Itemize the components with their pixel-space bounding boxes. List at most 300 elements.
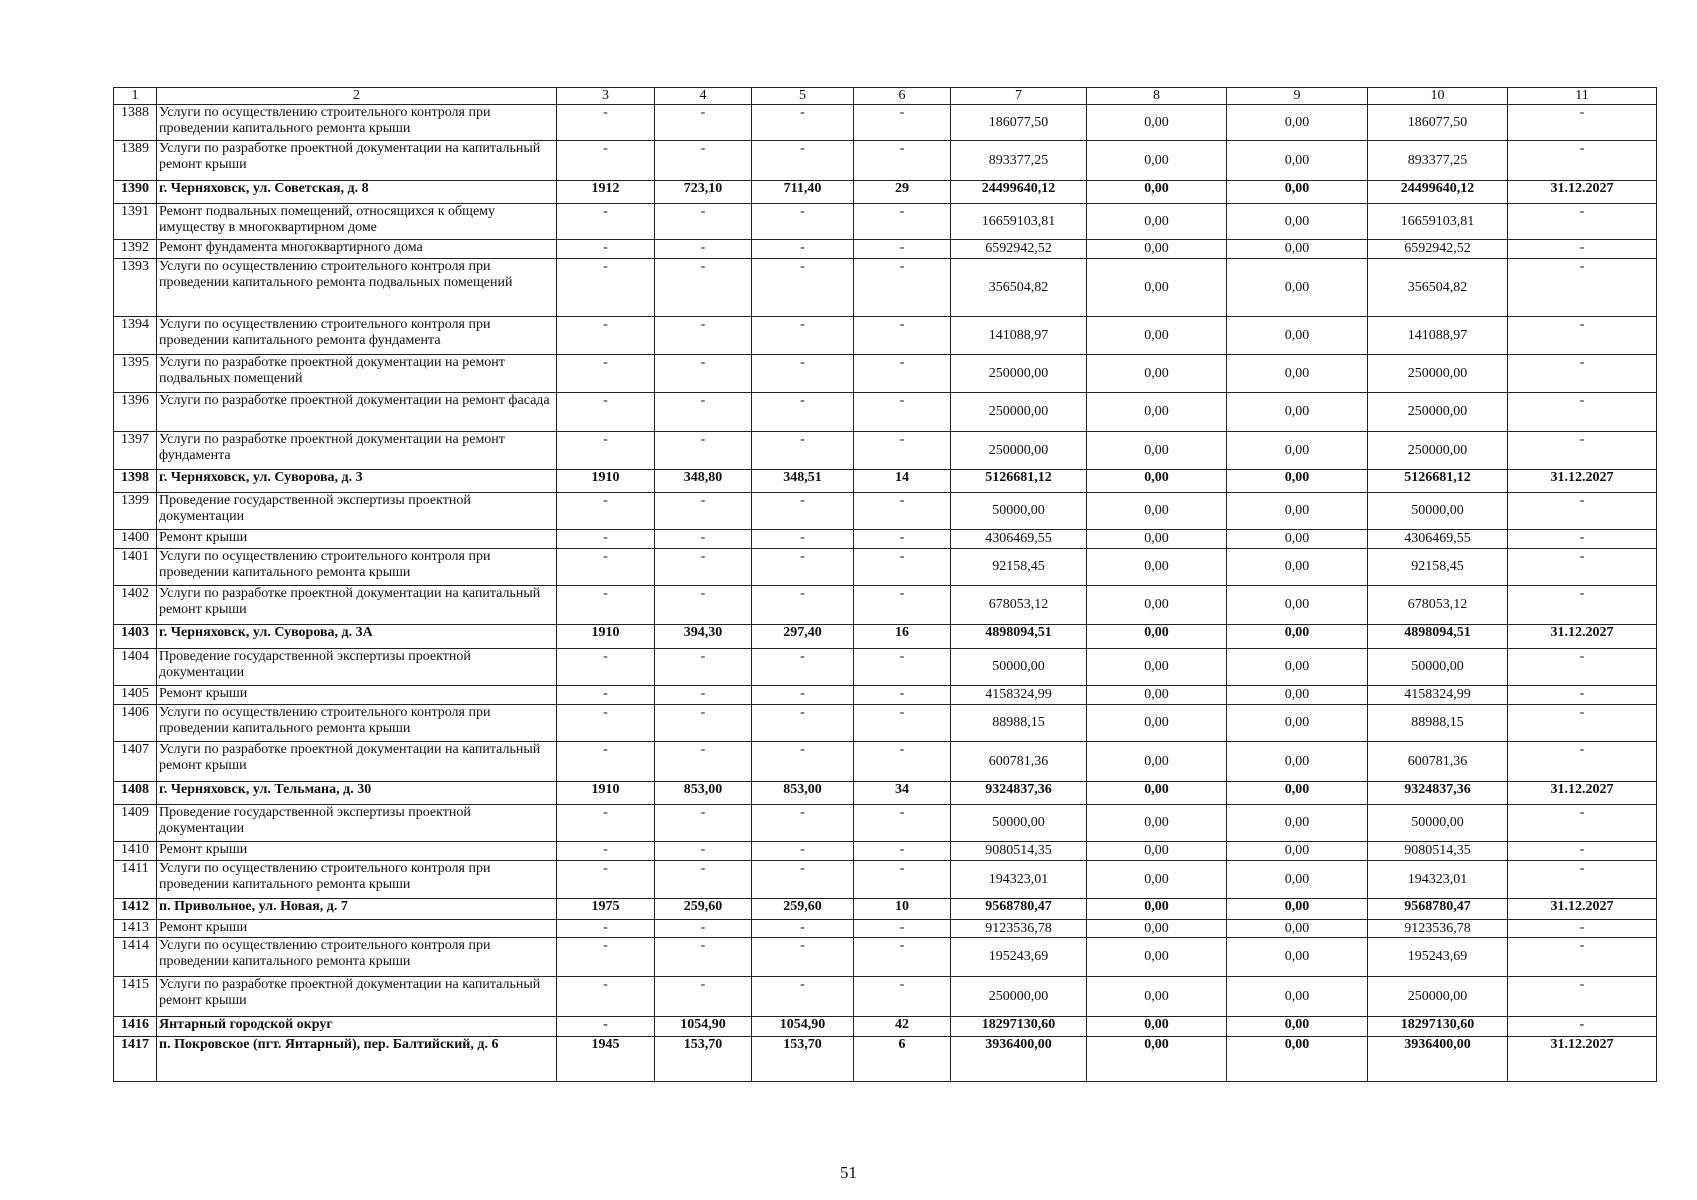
row-name: Янтарный городской округ xyxy=(157,1017,557,1037)
col10-cell: 141088,97 xyxy=(1368,317,1508,355)
col4-cell: - xyxy=(655,204,752,240)
col9-cell: 0,00 xyxy=(1227,549,1368,586)
col3-cell: - xyxy=(557,938,655,977)
col7-cell: 4306469,55 xyxy=(951,530,1087,549)
table-row xyxy=(114,105,1657,141)
col6-cell: 42 xyxy=(854,1017,951,1037)
col10-cell: 600781,36 xyxy=(1368,742,1508,782)
col11-cell: - xyxy=(1508,204,1657,240)
col9-cell: 0,00 xyxy=(1227,432,1368,470)
address-row xyxy=(114,782,1657,805)
row-name: Услуги по разработке проектной документации на капитальный ремонт крыши xyxy=(157,586,557,625)
col7-cell: 5126681,12 xyxy=(951,470,1087,493)
col3-cell: - xyxy=(557,530,655,549)
col10-cell: 250000,00 xyxy=(1368,432,1508,470)
col3-cell: - xyxy=(557,432,655,470)
row-number: 1401 xyxy=(114,549,157,586)
col5-cell: - xyxy=(752,141,854,181)
row-name: г. Черняховск, ул. Тельмана, д. 30 xyxy=(157,782,557,805)
col9-cell: 0,00 xyxy=(1227,181,1368,204)
row-number: 1406 xyxy=(114,705,157,742)
table-row xyxy=(114,920,1657,938)
table-row xyxy=(114,649,1657,686)
col8-cell: 0,00 xyxy=(1087,899,1227,920)
col3-cell: - xyxy=(557,355,655,393)
col11-cell: 31.12.2027 xyxy=(1508,782,1657,805)
header-cell: 2 xyxy=(157,88,557,105)
col10-cell: 9324837,36 xyxy=(1368,782,1508,805)
col11-cell: - xyxy=(1508,493,1657,530)
col10-cell: 9123536,78 xyxy=(1368,920,1508,938)
col6-cell: - xyxy=(854,393,951,432)
col10-cell: 195243,69 xyxy=(1368,938,1508,977)
table-row xyxy=(114,393,1657,432)
col5-cell: 711,40 xyxy=(752,181,854,204)
row-number: 1399 xyxy=(114,493,157,530)
row-name: Услуги по разработке проектной документации на капитальный ремонт крыши xyxy=(157,141,557,181)
col7-cell: 356504,82 xyxy=(951,259,1087,317)
col11-cell: - xyxy=(1508,938,1657,977)
col7-cell: 88988,15 xyxy=(951,705,1087,742)
col5-cell: - xyxy=(752,686,854,705)
col3-cell: - xyxy=(557,393,655,432)
header-cell: 10 xyxy=(1368,88,1508,105)
table-row xyxy=(114,493,1657,530)
col7-cell: 186077,50 xyxy=(951,105,1087,141)
col8-cell: 0,00 xyxy=(1087,1017,1227,1037)
col4-cell: - xyxy=(655,705,752,742)
col5-cell: - xyxy=(752,317,854,355)
col9-cell: 0,00 xyxy=(1227,899,1368,920)
col6-cell: - xyxy=(854,686,951,705)
col5-cell: 297,40 xyxy=(752,625,854,649)
row-name: Проведение государственной экспертизы проектной документации xyxy=(157,649,557,686)
col6-cell: - xyxy=(854,705,951,742)
col10-cell: 24499640,12 xyxy=(1368,181,1508,204)
col10-cell: 250000,00 xyxy=(1368,393,1508,432)
col4-cell: - xyxy=(655,493,752,530)
row-number: 1407 xyxy=(114,742,157,782)
table-row xyxy=(114,317,1657,355)
col9-cell: 0,00 xyxy=(1227,686,1368,705)
col7-cell: 4158324,99 xyxy=(951,686,1087,705)
col6-cell: - xyxy=(854,977,951,1017)
row-number: 1392 xyxy=(114,240,157,259)
col10-cell: 194323,01 xyxy=(1368,861,1508,899)
col9-cell: 0,00 xyxy=(1227,355,1368,393)
col3-cell: 1912 xyxy=(557,181,655,204)
col3-cell: - xyxy=(557,141,655,181)
col11-cell: - xyxy=(1508,586,1657,625)
header-cell: 4 xyxy=(655,88,752,105)
row-number: 1402 xyxy=(114,586,157,625)
col3-cell: 1910 xyxy=(557,625,655,649)
col6-cell: - xyxy=(854,649,951,686)
row-number: 1412 xyxy=(114,899,157,920)
col8-cell: 0,00 xyxy=(1087,432,1227,470)
address-row xyxy=(114,181,1657,204)
col5-cell: 1054,90 xyxy=(752,1017,854,1037)
col6-cell: - xyxy=(854,805,951,842)
col4-cell: - xyxy=(655,842,752,861)
col7-cell: 3936400,00 xyxy=(951,1037,1087,1082)
col11-cell: - xyxy=(1508,977,1657,1017)
col9-cell: 0,00 xyxy=(1227,977,1368,1017)
row-name: Услуги по разработке проектной документации на капитальный ремонт крыши xyxy=(157,742,557,782)
col4-cell: - xyxy=(655,141,752,181)
col9-cell: 0,00 xyxy=(1227,742,1368,782)
col11-cell: 31.12.2027 xyxy=(1508,470,1657,493)
row-number: 1408 xyxy=(114,782,157,805)
header-cell: 7 xyxy=(951,88,1087,105)
col10-cell: 356504,82 xyxy=(1368,259,1508,317)
row-number: 1414 xyxy=(114,938,157,977)
col3-cell: - xyxy=(557,1017,655,1037)
table-row xyxy=(114,530,1657,549)
row-number: 1396 xyxy=(114,393,157,432)
col9-cell: 0,00 xyxy=(1227,204,1368,240)
table-row xyxy=(114,240,1657,259)
col7-cell: 9324837,36 xyxy=(951,782,1087,805)
table-row xyxy=(114,432,1657,470)
col5-cell: - xyxy=(752,432,854,470)
col5-cell: - xyxy=(752,549,854,586)
col5-cell: - xyxy=(752,977,854,1017)
row-number: 1410 xyxy=(114,842,157,861)
col8-cell: 0,00 xyxy=(1087,141,1227,181)
row-name: Ремонт крыши xyxy=(157,530,557,549)
col11-cell: - xyxy=(1508,393,1657,432)
col7-cell: 6592942,52 xyxy=(951,240,1087,259)
row-number: 1393 xyxy=(114,259,157,317)
col6-cell: - xyxy=(854,141,951,181)
col7-cell: 141088,97 xyxy=(951,317,1087,355)
col4-cell: - xyxy=(655,586,752,625)
table-row xyxy=(114,842,1657,861)
col7-cell: 893377,25 xyxy=(951,141,1087,181)
col6-cell: - xyxy=(854,493,951,530)
col6-cell: - xyxy=(854,105,951,141)
col8-cell: 0,00 xyxy=(1087,470,1227,493)
col9-cell: 0,00 xyxy=(1227,470,1368,493)
header-cell: 5 xyxy=(752,88,854,105)
col3-cell: - xyxy=(557,259,655,317)
col4-cell: 153,70 xyxy=(655,1037,752,1082)
col8-cell: 0,00 xyxy=(1087,1037,1227,1082)
col6-cell: - xyxy=(854,204,951,240)
col6-cell: - xyxy=(854,742,951,782)
col5-cell: - xyxy=(752,705,854,742)
table-row xyxy=(114,259,1657,317)
col6-cell: - xyxy=(854,920,951,938)
col3-cell: - xyxy=(557,805,655,842)
row-number: 1389 xyxy=(114,141,157,181)
col8-cell: 0,00 xyxy=(1087,317,1227,355)
col9-cell: 0,00 xyxy=(1227,938,1368,977)
col4-cell: - xyxy=(655,805,752,842)
col10-cell: 4898094,51 xyxy=(1368,625,1508,649)
col9-cell: 0,00 xyxy=(1227,782,1368,805)
col10-cell: 4158324,99 xyxy=(1368,686,1508,705)
col4-cell: - xyxy=(655,530,752,549)
col10-cell: 50000,00 xyxy=(1368,649,1508,686)
col11-cell: - xyxy=(1508,259,1657,317)
col9-cell: 0,00 xyxy=(1227,105,1368,141)
col11-cell: - xyxy=(1508,317,1657,355)
table-row xyxy=(114,861,1657,899)
col8-cell: 0,00 xyxy=(1087,861,1227,899)
col9-cell: 0,00 xyxy=(1227,141,1368,181)
col11-cell: - xyxy=(1508,1017,1657,1037)
col8-cell: 0,00 xyxy=(1087,920,1227,938)
col11-cell: 31.12.2027 xyxy=(1508,899,1657,920)
col10-cell: 9568780,47 xyxy=(1368,899,1508,920)
col11-cell: 31.12.2027 xyxy=(1508,625,1657,649)
row-name: г. Черняховск, ул. Суворова, д. 3А xyxy=(157,625,557,649)
col10-cell: 50000,00 xyxy=(1368,493,1508,530)
col5-cell: 348,51 xyxy=(752,470,854,493)
col6-cell: - xyxy=(854,432,951,470)
col9-cell: 0,00 xyxy=(1227,861,1368,899)
col8-cell: 0,00 xyxy=(1087,977,1227,1017)
col4-cell: - xyxy=(655,432,752,470)
col3-cell: - xyxy=(557,105,655,141)
col11-cell: - xyxy=(1508,105,1657,141)
row-number: 1391 xyxy=(114,204,157,240)
col8-cell: 0,00 xyxy=(1087,204,1227,240)
page-number: 51 xyxy=(840,1163,857,1182)
row-name: Услуги по разработке проектной документации на ремонт фасада xyxy=(157,393,557,432)
col4-cell: 853,00 xyxy=(655,782,752,805)
col8-cell: 0,00 xyxy=(1087,805,1227,842)
col6-cell: 10 xyxy=(854,899,951,920)
col7-cell: 9568780,47 xyxy=(951,899,1087,920)
header-cell: 8 xyxy=(1087,88,1227,105)
col11-cell: - xyxy=(1508,432,1657,470)
row-number: 1417 xyxy=(114,1037,157,1082)
table-row xyxy=(114,355,1657,393)
row-name: п. Покровское (пгт. Янтарный), пер. Балтийский, д. 6 xyxy=(157,1037,557,1082)
row-name: Проведение государственной экспертизы проектной документации xyxy=(157,805,557,842)
col10-cell: 50000,00 xyxy=(1368,805,1508,842)
col7-cell: 4898094,51 xyxy=(951,625,1087,649)
col7-cell: 16659103,81 xyxy=(951,204,1087,240)
col5-cell: - xyxy=(752,493,854,530)
row-name: Услуги по осуществлению строительного контроля при проведении капитального ремонта крыши xyxy=(157,938,557,977)
row-number: 1397 xyxy=(114,432,157,470)
row-name: Услуги по осуществлению строительного контроля при проведении капитального ремонта крыши xyxy=(157,861,557,899)
col7-cell: 50000,00 xyxy=(951,649,1087,686)
col11-cell: - xyxy=(1508,920,1657,938)
col4-cell: 1054,90 xyxy=(655,1017,752,1037)
col5-cell: - xyxy=(752,204,854,240)
col8-cell: 0,00 xyxy=(1087,782,1227,805)
col10-cell: 88988,15 xyxy=(1368,705,1508,742)
row-name: Ремонт крыши xyxy=(157,842,557,861)
col10-cell: 92158,45 xyxy=(1368,549,1508,586)
col10-cell: 678053,12 xyxy=(1368,586,1508,625)
col10-cell: 9080514,35 xyxy=(1368,842,1508,861)
col3-cell: 1910 xyxy=(557,470,655,493)
col4-cell: - xyxy=(655,861,752,899)
col5-cell: - xyxy=(752,530,854,549)
col5-cell: - xyxy=(752,742,854,782)
col6-cell: 34 xyxy=(854,782,951,805)
row-number: 1398 xyxy=(114,470,157,493)
row-name: Ремонт крыши xyxy=(157,686,557,705)
col9-cell: 0,00 xyxy=(1227,586,1368,625)
capital-repair-table xyxy=(113,87,1657,1082)
col8-cell: 0,00 xyxy=(1087,742,1227,782)
row-name: г. Черняховск, ул. Советская, д. 8 xyxy=(157,181,557,204)
col5-cell: - xyxy=(752,842,854,861)
row-number: 1415 xyxy=(114,977,157,1017)
col4-cell: 348,80 xyxy=(655,470,752,493)
col3-cell: 1910 xyxy=(557,782,655,805)
col6-cell: 14 xyxy=(854,470,951,493)
col4-cell: - xyxy=(655,240,752,259)
col9-cell: 0,00 xyxy=(1227,625,1368,649)
col6-cell: - xyxy=(854,549,951,586)
col8-cell: 0,00 xyxy=(1087,181,1227,204)
col6-cell: - xyxy=(854,842,951,861)
col7-cell: 195243,69 xyxy=(951,938,1087,977)
col8-cell: 0,00 xyxy=(1087,842,1227,861)
col6-cell: - xyxy=(854,317,951,355)
col4-cell: - xyxy=(655,920,752,938)
row-name: Услуги по разработке проектной документации на ремонт фундамента xyxy=(157,432,557,470)
col9-cell: 0,00 xyxy=(1227,1037,1368,1082)
table-row xyxy=(114,686,1657,705)
col8-cell: 0,00 xyxy=(1087,355,1227,393)
row-name: Ремонт подвальных помещений, относящихся к общему имуществу в многоквартирном доме xyxy=(157,204,557,240)
col4-cell: - xyxy=(655,105,752,141)
address-row xyxy=(114,470,1657,493)
col4-cell: - xyxy=(655,355,752,393)
col6-cell: - xyxy=(854,355,951,393)
col3-cell: - xyxy=(557,705,655,742)
col9-cell: 0,00 xyxy=(1227,393,1368,432)
col8-cell: 0,00 xyxy=(1087,105,1227,141)
row-number: 1400 xyxy=(114,530,157,549)
col4-cell: 723,10 xyxy=(655,181,752,204)
col7-cell: 194323,01 xyxy=(951,861,1087,899)
col8-cell: 0,00 xyxy=(1087,240,1227,259)
col4-cell: - xyxy=(655,649,752,686)
col4-cell: 259,60 xyxy=(655,899,752,920)
row-name: Проведение государственной экспертизы проектной документации xyxy=(157,493,557,530)
col10-cell: 5126681,12 xyxy=(1368,470,1508,493)
col8-cell: 0,00 xyxy=(1087,586,1227,625)
col5-cell: - xyxy=(752,586,854,625)
col5-cell: - xyxy=(752,105,854,141)
row-number: 1390 xyxy=(114,181,157,204)
col10-cell: 6592942,52 xyxy=(1368,240,1508,259)
col3-cell: - xyxy=(557,204,655,240)
col4-cell: - xyxy=(655,686,752,705)
column-number-header xyxy=(114,88,1657,105)
col7-cell: 600781,36 xyxy=(951,742,1087,782)
col5-cell: - xyxy=(752,938,854,977)
col11-cell: - xyxy=(1508,705,1657,742)
col11-cell: - xyxy=(1508,530,1657,549)
col8-cell: 0,00 xyxy=(1087,686,1227,705)
row-number: 1413 xyxy=(114,920,157,938)
col4-cell: - xyxy=(655,742,752,782)
col6-cell: - xyxy=(854,240,951,259)
col6-cell: - xyxy=(854,938,951,977)
col8-cell: 0,00 xyxy=(1087,549,1227,586)
row-number: 1394 xyxy=(114,317,157,355)
col9-cell: 0,00 xyxy=(1227,805,1368,842)
col3-cell: - xyxy=(557,842,655,861)
col7-cell: 250000,00 xyxy=(951,432,1087,470)
col11-cell: - xyxy=(1508,649,1657,686)
col10-cell: 250000,00 xyxy=(1368,977,1508,1017)
col5-cell: - xyxy=(752,861,854,899)
col10-cell: 16659103,81 xyxy=(1368,204,1508,240)
row-number: 1403 xyxy=(114,625,157,649)
col11-cell: - xyxy=(1508,805,1657,842)
col4-cell: - xyxy=(655,938,752,977)
header-cell: 1 xyxy=(114,88,157,105)
row-number: 1409 xyxy=(114,805,157,842)
col4-cell: - xyxy=(655,549,752,586)
col7-cell: 250000,00 xyxy=(951,355,1087,393)
row-name: Услуги по осуществлению строительного контроля при проведении капитального ремонта крыши xyxy=(157,105,557,141)
row-number: 1411 xyxy=(114,861,157,899)
col11-cell: 31.12.2027 xyxy=(1508,1037,1657,1082)
col11-cell: - xyxy=(1508,240,1657,259)
col5-cell: - xyxy=(752,805,854,842)
col6-cell: - xyxy=(854,861,951,899)
row-name: Услуги по осуществлению строительного контроля при проведении капитального ремонта подвальных помещений xyxy=(157,259,557,317)
row-name: Услуги по осуществлению строительного контроля при проведении капитального ремонта фундамента xyxy=(157,317,557,355)
col11-cell: - xyxy=(1508,742,1657,782)
col9-cell: 0,00 xyxy=(1227,842,1368,861)
address-row xyxy=(114,1017,1657,1037)
row-number: 1395 xyxy=(114,355,157,393)
col9-cell: 0,00 xyxy=(1227,317,1368,355)
col11-cell: - xyxy=(1508,355,1657,393)
col11-cell: - xyxy=(1508,842,1657,861)
col4-cell: - xyxy=(655,317,752,355)
row-name: Услуги по разработке проектной документации на капитальный ремонт крыши xyxy=(157,977,557,1017)
row-name: Услуги по разработке проектной документации на ремонт подвальных помещений xyxy=(157,355,557,393)
col3-cell: - xyxy=(557,861,655,899)
col3-cell: - xyxy=(557,649,655,686)
table-row xyxy=(114,938,1657,977)
col4-cell: - xyxy=(655,977,752,1017)
col4-cell: - xyxy=(655,259,752,317)
header-cell: 6 xyxy=(854,88,951,105)
col3-cell: - xyxy=(557,742,655,782)
col5-cell: - xyxy=(752,393,854,432)
row-name: г. Черняховск, ул. Суворова, д. 3 xyxy=(157,470,557,493)
table-row xyxy=(114,977,1657,1017)
col9-cell: 0,00 xyxy=(1227,530,1368,549)
col5-cell: - xyxy=(752,649,854,686)
col8-cell: 0,00 xyxy=(1087,705,1227,742)
col7-cell: 50000,00 xyxy=(951,493,1087,530)
table-row xyxy=(114,549,1657,586)
col3-cell: - xyxy=(557,317,655,355)
col5-cell: 259,60 xyxy=(752,899,854,920)
table-row xyxy=(114,742,1657,782)
col10-cell: 893377,25 xyxy=(1368,141,1508,181)
col3-cell: - xyxy=(557,240,655,259)
col9-cell: 0,00 xyxy=(1227,1017,1368,1037)
